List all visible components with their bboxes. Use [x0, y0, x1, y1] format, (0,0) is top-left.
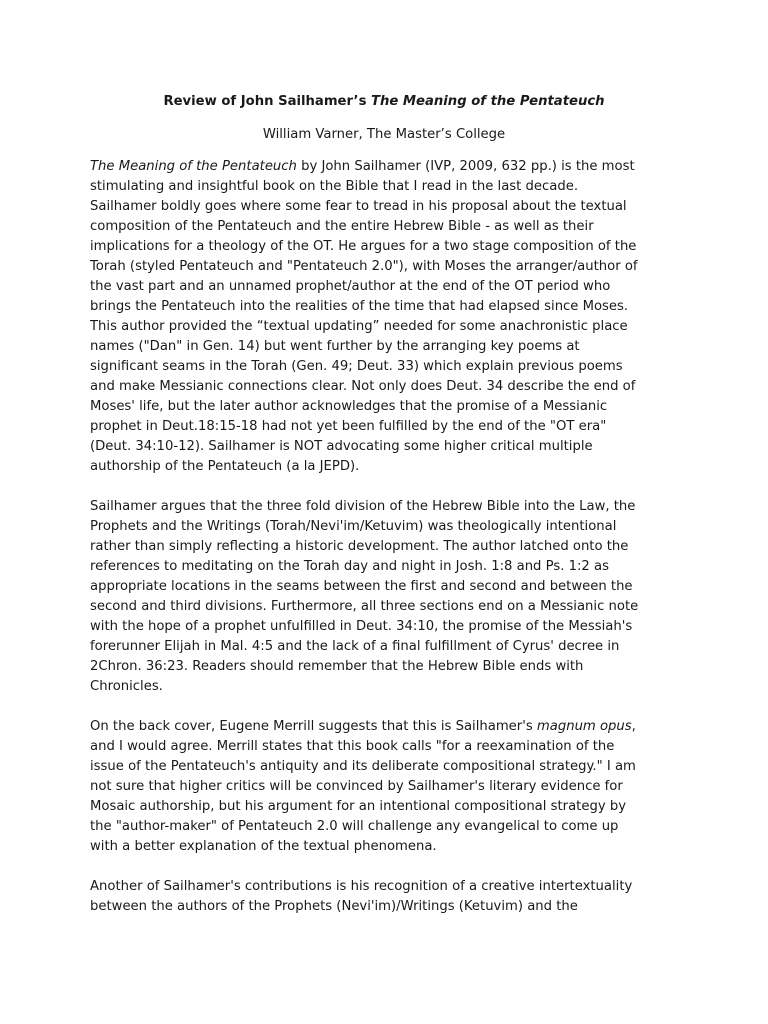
text-line: Mosaic authorship, but his argument for an intentional compositional strategy by: [90, 799, 626, 814]
document-title: [0, 92, 768, 112]
text-line: authorship of the Pentateuch (a la JEPD).: [90, 459, 360, 474]
text-line: forerunner Elijah in Mal. 4:5 and the lack of a final fulfillment of Cyrus' decree in: [90, 639, 620, 654]
text-line: the "author-maker" of Pentateuch 2.0 will challenge any evangelical to come up: [90, 819, 619, 834]
text-line: (Deut. 34:10-12). Sailhamer is NOT advocating some higher critical multiple: [90, 439, 593, 454]
text-line: stimulating and insightful book on the Bible that I read in the last decade.: [90, 179, 579, 194]
paragraph-3: [90, 717, 690, 857]
title-book-name: The Meaning of the Pentateuch: [371, 94, 605, 109]
text-line: appropriate locations in the seams between the first and second and between the: [90, 579, 633, 594]
text-line: Sailhamer argues that the three fold division of the Hebrew Bible into the Law, the: [90, 499, 636, 514]
text-line: Chronicles.: [90, 679, 163, 694]
text-line: the vast part and an unnamed prophet/author at the end of the OT period who: [90, 279, 611, 294]
text-line: composition of the Pentateuch and the entire Hebrew Bible - as well as their: [90, 219, 594, 234]
text-line: second and third divisions. Furthermore, all three sections end on a Messianic note: [90, 599, 639, 614]
text-line: The Meaning of the Pentateuch by John Sailhamer (IVP, 2009, 632 pp.) is the most: [90, 159, 635, 174]
text-line: Moses' life, but the later author acknowledges that the promise of a Messianic: [90, 399, 608, 414]
text-line: significant seams in the Torah (Gen. 49; Deut. 33) which explain previous poems: [90, 359, 623, 374]
text-line: names ("Dan" in Gen. 14) but went further by the arranging key poems at: [90, 339, 580, 354]
text-line: references to meditating on the Torah day and night in Josh. 1:8 and Ps. 1:2 as: [90, 559, 609, 574]
text-line: and make Messianic connections clear. Not only does Deut. 34 describe the end of: [90, 379, 636, 394]
book-title-inline: The Meaning of the Pentateuch: [90, 159, 297, 174]
text-line: between the authors of the Prophets (Nevi'im)/Writings (Ketuvim) and the: [90, 899, 578, 914]
title-prefix: Review of John Sailhamer’s: [163, 94, 372, 109]
text-line: Prophets and the Writings (Torah/Nevi'im/Ketuvim) was theologically intentional: [90, 519, 617, 534]
author-line: William Varner, The Master’s College: [262, 127, 506, 142]
text-line: Torah (styled Pentateuch and "Pentateuch 2.0"), with Moses the arranger/author of: [90, 259, 638, 274]
review-body: [90, 157, 690, 937]
paragraph-2: [90, 497, 690, 697]
text-line: and I would agree. Merrill states that this book calls "for a reexamination of the: [90, 739, 615, 754]
text-line: brings the Pentateuch into the realities of the time that had elapsed since Moses.: [90, 299, 629, 314]
paragraph-4: [90, 877, 690, 917]
text-line: Another of Sailhamer's contributions is his recognition of a creative intertextuality: [90, 879, 633, 894]
text-line: On the back cover, Eugene Merrill suggests that this is Sailhamer's magnum opus,: [90, 719, 636, 734]
text-line: This author provided the “textual updating” needed for some anachronistic place: [90, 319, 628, 334]
text-line: implications for a theology of the OT. He argues for a two stage composition of the: [90, 239, 637, 254]
text-line: not sure that higher critics will be convinced by Sailhamer's literary evidence for: [90, 779, 623, 794]
text-line: rather than simply reflecting a historic development. The author latched onto the: [90, 539, 629, 554]
text-line: prophet in Deut.18:15-18 had not yet been fulfilled by the end of the "OT era": [90, 419, 607, 434]
text-line: with the hope of a prophet unfulfilled in Deut. 34:10, the promise of the Messiah's: [90, 619, 633, 634]
text-line: 2Chron. 36:23. Readers should remember that the Hebrew Bible ends with: [90, 659, 584, 674]
magnum-opus-italic: magnum opus: [536, 719, 632, 734]
text-line: with a better explanation of the textual phenomena.: [90, 839, 437, 854]
text-line: issue of the Pentateuch's antiquity and its deliberate compositional strategy." I am: [90, 759, 636, 774]
paragraph-1: [90, 157, 690, 477]
text-line: Sailhamer boldly goes where some fear to tread in his proposal about the textual: [90, 199, 627, 214]
